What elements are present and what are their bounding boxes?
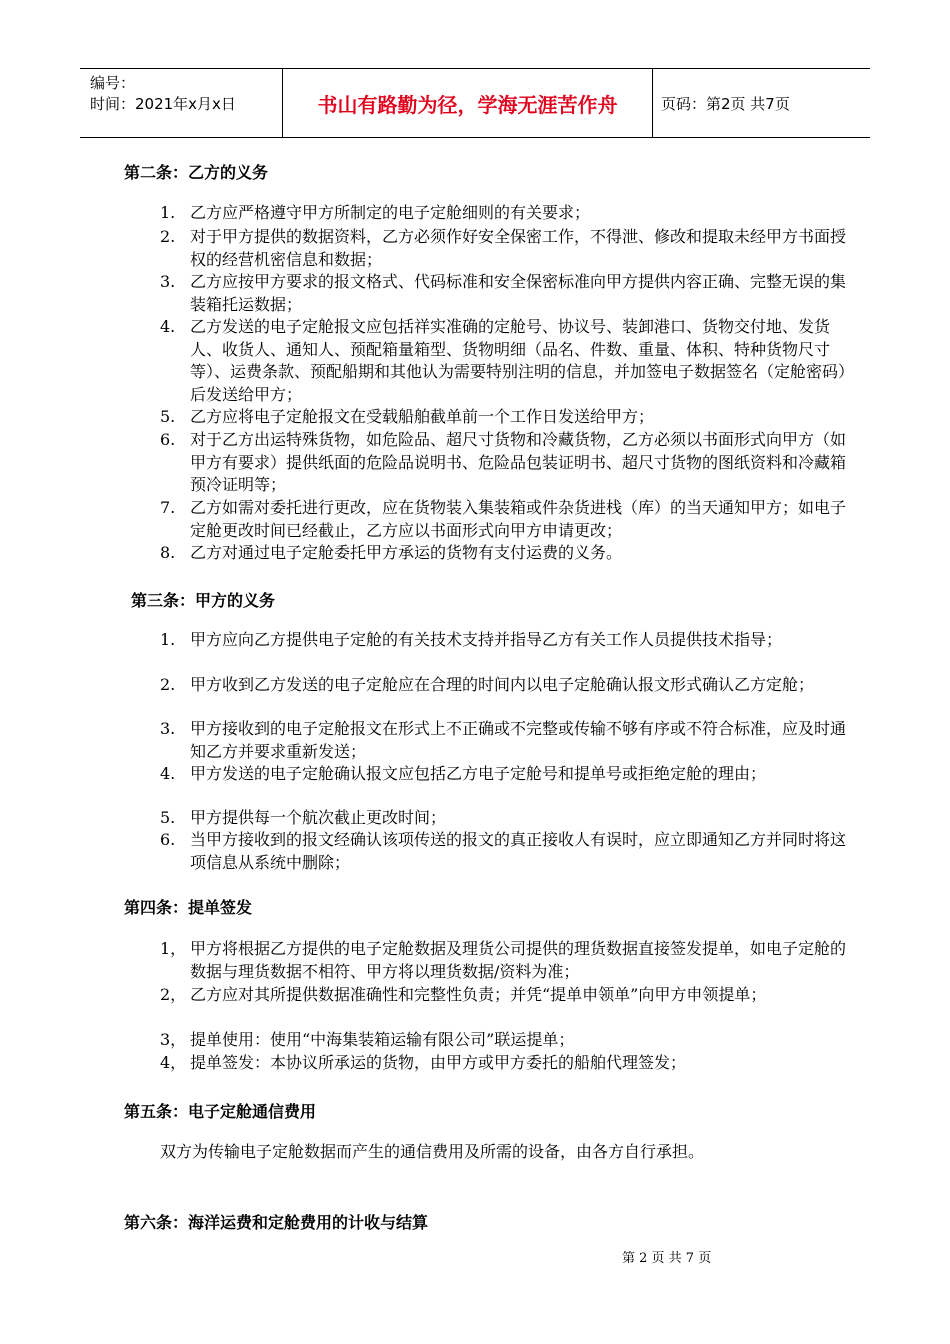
- list-number: 3.: [160, 272, 176, 291]
- list-number: 8.: [160, 543, 176, 562]
- list-number: 6.: [160, 430, 176, 449]
- list-number: 4.: [160, 317, 176, 336]
- article-2-title: 第二条：乙方的义务: [124, 163, 269, 182]
- document-number-label: 编号：: [90, 74, 136, 92]
- list-text: 甲方接收到的电子定舱报文在形式上不正确或不完整或传输不够有序或不符合标准，应及时通知乙方并要求重新发送；: [190, 719, 847, 761]
- list-number: 4.: [160, 764, 176, 783]
- list-number: 2.: [160, 675, 176, 694]
- header-page-label: 页码：第2页 共7页: [661, 94, 790, 113]
- header-info: [80, 69, 283, 137]
- list-text: 乙方应将电子定舱报文在受载船舶截单前一个工作日发送给甲方；: [190, 407, 655, 426]
- article-6-title: 第六条：海洋运费和定舱费用的计收与结算: [124, 1213, 429, 1232]
- list-text: 甲方提供每一个航次截止更改时间；: [190, 808, 447, 827]
- list-text: 提单使用：使用“中海集装箱运输有限公司”联运提单；: [190, 1030, 575, 1049]
- list-number: 1.: [160, 203, 176, 222]
- article-5-paragraph: 双方为传输电子定舱数据而产生的通信费用及所需的设备，由各方自行承担。: [160, 1142, 705, 1161]
- list-text: 乙方应严格遵守甲方所制定的电子定舱细则的有关要求；: [190, 203, 591, 222]
- list-text: 对于乙方出运特殊货物，如危险品、超尺寸货物和冷藏货物，乙方必须以书面形式向甲方（如甲方有要求）提供纸面的危险品说明书、危险品包装证明书、超尺寸货物的图纸资料和冷藏箱预冷证明等；: [190, 430, 847, 495]
- list-number: 3，: [160, 1030, 187, 1049]
- list-text: 乙方对通过电子定舱委托甲方承运的货物有支付运费的义务。: [190, 543, 623, 562]
- list-number: 1.: [160, 630, 176, 649]
- list-text: 乙方发送的电子定舱报文应包括祥实准确的定舱号、协议号、装卸港口、货物交付地、发货人、收货人、通知人、预配箱量箱型、货物明细（品名、件数、重量、体积、特种货物尺寸等）、运费条款、预配船期和其他认为需要特别注明的信息，并加签电子数据签名（定舱密码）后发送给甲方；: [190, 317, 855, 404]
- list-text: 甲方收到乙方发送的电子定舱应在合理的时间内以电子定舱确认报文形式确认乙方定舱；: [190, 675, 815, 694]
- list-number: 2.: [160, 227, 176, 246]
- list-number: 1，: [160, 939, 187, 958]
- article-3-title: 第三条：甲方的义务: [131, 591, 276, 610]
- list-text: 提单签发：本协议所承运的货物，由甲方或甲方委托的船舶代理签发；: [190, 1053, 687, 1072]
- list-number: 5.: [160, 407, 176, 426]
- list-number: 6.: [160, 830, 176, 849]
- list-text: 甲方将根据乙方提供的电子定舱数据及理货公司提供的理货数据直接签发提单，如电子定舱的数据与理货数据不相符、甲方将以理货数据/资料为准；: [190, 939, 847, 981]
- list-text: 甲方发送的电子定舱确认报文应包括乙方电子定舱号和提单号或拒绝定舱的理由；: [190, 764, 767, 783]
- article-4-title: 第四条：提单签发: [124, 898, 253, 917]
- list-text: 乙方如需对委托进行更改，应在货物装入集装箱或件杂货进栈（库）的当天通知甲方；如电子定舱更改时间已经截止，乙方应以书面形式向甲方申请更改；: [190, 498, 847, 540]
- list-text: 乙方应对其所提供数据准确性和完整性负责；并凭“提单申领单”向甲方申领提单；: [190, 985, 767, 1004]
- list-number: 2，: [160, 985, 187, 1004]
- list-number: 7.: [160, 498, 176, 517]
- list-number: 4，: [160, 1053, 187, 1072]
- list-text: 当甲方接收到的报文经确认该项传送的报文的真正接收人有误时，应立即通知乙方并同时将这项信息从系统中删除；: [190, 830, 847, 872]
- page-footer: 第 2 页 共 7 页: [622, 1251, 712, 1266]
- list-number: 3.: [160, 719, 176, 738]
- document-date-label: 时间：2021年x月x日: [90, 95, 236, 113]
- list-text: 甲方应向乙方提供电子定舱的有关技术支持并指导乙方有关工作人员提供技术指导；: [190, 630, 783, 649]
- list-text: 对于甲方提供的数据资料，乙方必须作好安全保密工作，不得泄、修改和提取未经甲方书面授权的经营机密信息和数据；: [190, 227, 847, 269]
- header-motto: 书山有路勤为径，学海无涯苦作舟: [283, 69, 653, 137]
- list-text: 乙方应按甲方要求的报文格式、代码标准和安全保密标准向甲方提供内容正确、完整无误的集装箱托运数据；: [190, 272, 847, 314]
- list-number: 5.: [160, 808, 176, 827]
- page-header: [80, 68, 870, 138]
- article-5-title: 第五条：电子定舱通信费用: [124, 1102, 317, 1121]
